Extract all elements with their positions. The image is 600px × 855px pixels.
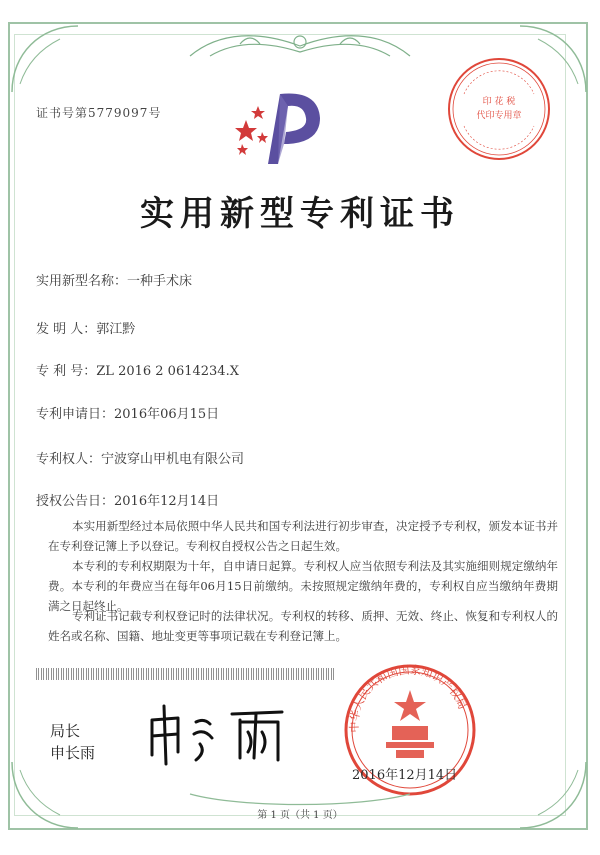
issue-date: 2016年12月14日 bbox=[352, 768, 458, 783]
certificate-number: 证书号第5779097号 bbox=[36, 106, 162, 120]
printing-seal bbox=[444, 54, 554, 164]
filing-date-row bbox=[36, 403, 219, 422]
cnipa-logo bbox=[228, 84, 328, 170]
utility-model-name-row bbox=[36, 270, 192, 289]
director-title: 局长 bbox=[50, 722, 81, 740]
filing-date-label: 专利申请日： bbox=[36, 407, 115, 422]
svg-text:印 花 税: 印 花 税 bbox=[482, 97, 516, 107]
patent-number-value: ZL 2016 2 0614234.X bbox=[96, 364, 239, 379]
director-signature bbox=[144, 700, 294, 770]
body-paragraph: 本专利的专利权期限为十年，自申请日起算。专利权人应当依照专利法及其实施细则规定缴纳年费。本专利的年费应当在每年06月15日前缴纳。未按照规定缴纳年费的，专利权自应当缴纳年费期满之日起终止。 bbox=[48, 559, 558, 613]
utility-model-name-value: 一种手术床 bbox=[127, 274, 193, 289]
svg-text:中华人民共和国国家知识产权局: 中华人民共和国国家知识产权局 bbox=[347, 663, 470, 733]
top-ornament bbox=[180, 26, 420, 64]
grant-date-value: 2016年12月14日 bbox=[114, 494, 220, 509]
director-name: 申长雨 bbox=[50, 744, 96, 762]
patentee-value: 宁波穿山甲机电有限公司 bbox=[101, 452, 245, 467]
body-paragraph: 本实用新型经过本局依照中华人民共和国专利法进行初步审查，决定授予专利权，颁发本证书并在专利登记簿上予以登记。专利权自授权公告之日起生效。 bbox=[48, 519, 558, 553]
grant-date-row bbox=[36, 490, 219, 509]
grant-date-label: 授权公告日： bbox=[36, 494, 115, 509]
inventor-label: 发 明 人： bbox=[36, 322, 97, 337]
corner-ornament-top-left bbox=[10, 24, 80, 94]
inventor-value: 郭江黔 bbox=[96, 322, 136, 337]
body-paragraph: 专利证书记载专利权登记时的法律状况。专利权的转移、质押、无效、终止、恢复和专利权人的姓名或名称、国籍、地址变更等事项记载在专利登记簿上。 bbox=[48, 609, 558, 643]
barcode bbox=[36, 668, 336, 680]
utility-model-name-label: 实用新型名称： bbox=[36, 274, 128, 289]
patentee-row bbox=[36, 448, 244, 467]
filing-date-value: 2016年06月15日 bbox=[114, 407, 220, 422]
patent-number-label: 专 利 号： bbox=[36, 364, 97, 379]
page-footer: 第 1 页（共 1 页） bbox=[257, 810, 343, 821]
inventor-row bbox=[36, 318, 135, 337]
certificate-title: 实用新型专利证书 bbox=[140, 194, 460, 234]
svg-text:代印专用章: 代印专用章 bbox=[476, 111, 522, 121]
patent-number-row bbox=[36, 360, 239, 379]
patentee-label: 专利权人： bbox=[36, 452, 102, 467]
